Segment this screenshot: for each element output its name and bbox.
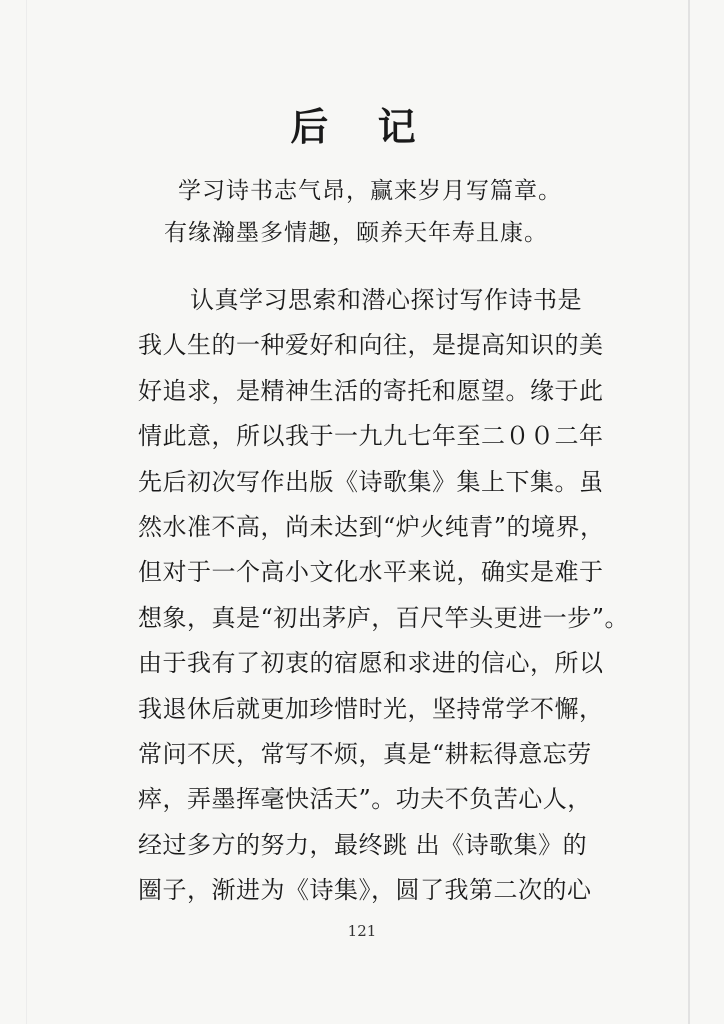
body-line: 但对于一个高小文化水平来说，确实是难于: [138, 558, 604, 587]
body-line: 我人生的一种爱好和向往，是提高知识的美: [138, 331, 604, 360]
body-line: 认真学习思索和潜心探讨写作诗书是: [190, 286, 582, 314]
body-line: 经过多方的努力，最终跳 出《诗歌集》的: [138, 830, 588, 859]
body-line: 常问不厌，常写不烦，真是“耕耘得意忘劳: [138, 739, 592, 768]
body-line: 由于我有了初衷的宿愿和求进的信心，所以: [138, 649, 604, 678]
body-line: 然水准不高，尚未达到“炉火纯青”的境界，: [138, 512, 605, 541]
page-edge-left: [26, 0, 27, 1024]
page-edge-right: [688, 0, 690, 1024]
body-line: 想象，真是“初出茅庐，百尺竿头更进一步”。: [138, 603, 630, 632]
page-number: 121: [347, 922, 377, 940]
body-line: 瘁，弄墨挥毫快活天”。功夫不负苦心人，: [138, 785, 592, 814]
poem: [164, 170, 562, 254]
body-line: 先后初次写作出版《诗歌集》集上下集。虽: [138, 467, 604, 496]
body-text: [138, 280, 630, 915]
poem-line-2: 有缘瀚墨多情趣，颐养天年寿且康。: [164, 220, 548, 246]
poem-line-1: 学习诗书志气昂，赢来岁月写篇章。: [178, 178, 562, 204]
page-title: 后 记: [290, 104, 434, 149]
body-line: 我退休后就更加珍惜时光，坚持常学不懈，: [138, 694, 604, 723]
body-line: 好追求，是精神生活的寄托和愿望。缘于此: [138, 376, 604, 405]
body-line: 圈子，渐进为《诗集》，圆了我第二次的心: [138, 876, 592, 905]
body-line: 情此意，所以我于一九九七年至二００二年: [138, 422, 604, 451]
